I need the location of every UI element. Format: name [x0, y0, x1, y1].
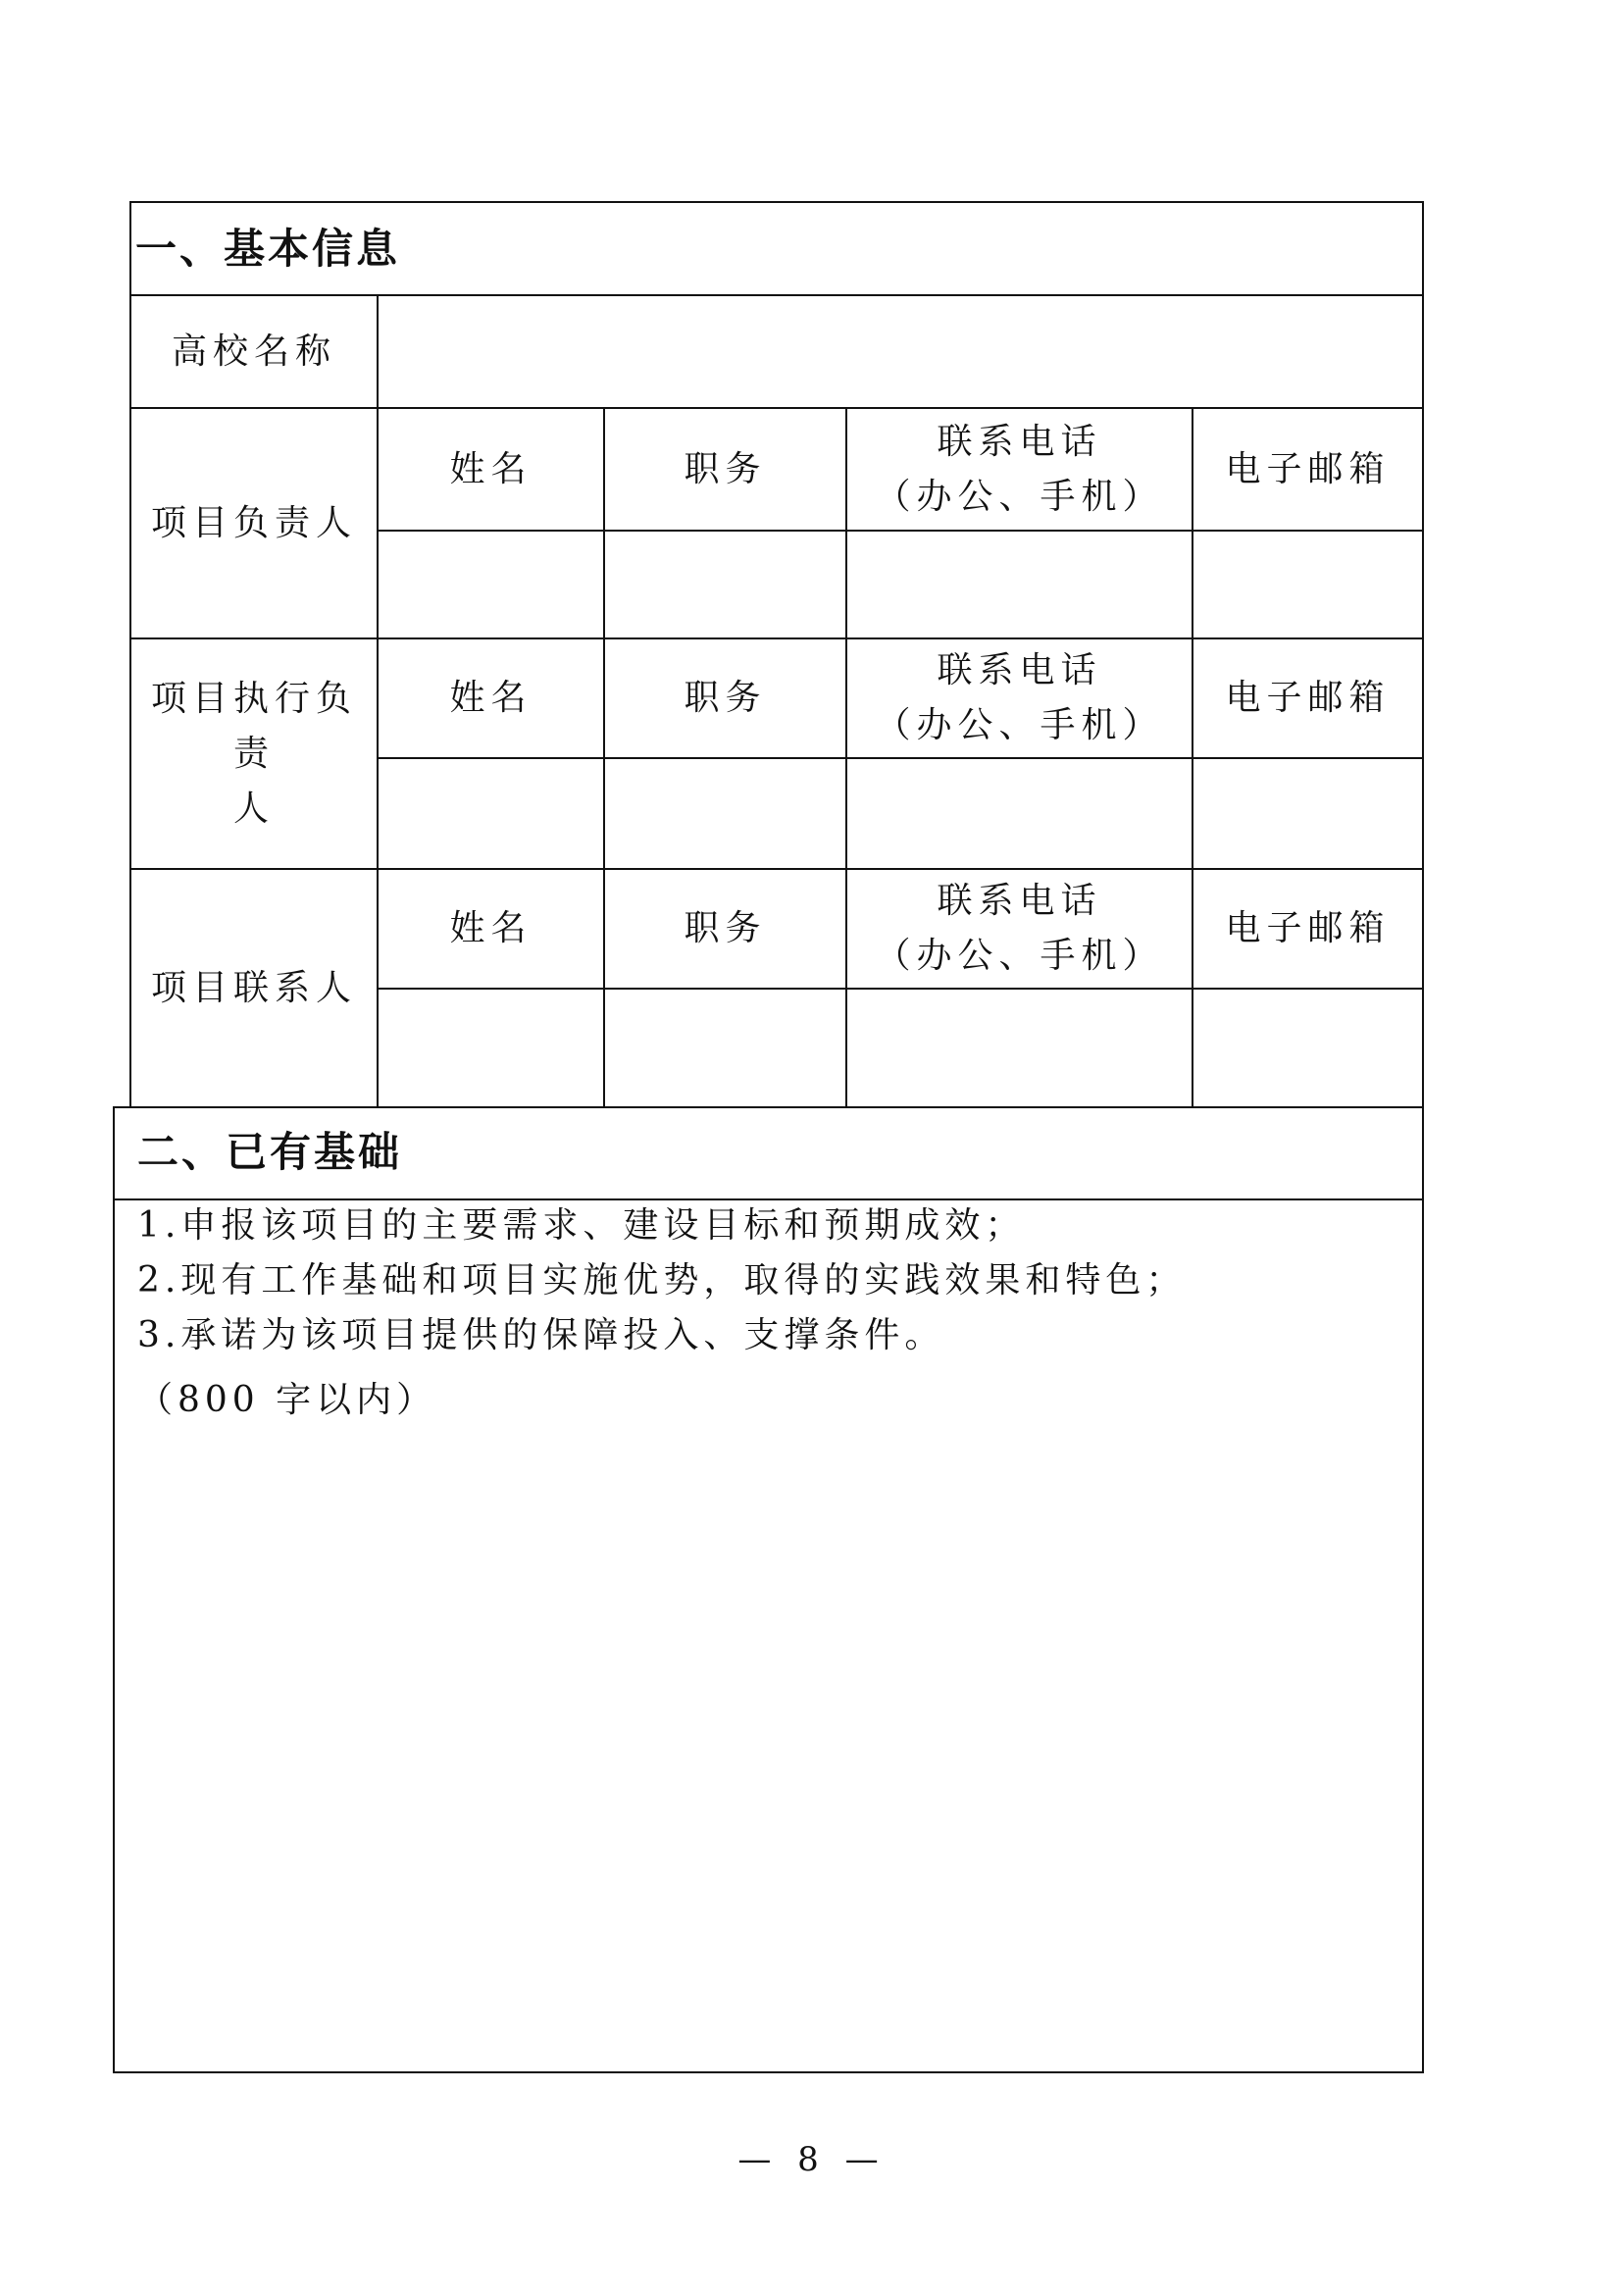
leader-phone-header [847, 409, 1192, 530]
section2-heading: 二、已有基础 [137, 1128, 403, 1176]
exec-email-header: 电子邮箱 [1225, 678, 1391, 718]
section1-heading: 一、基本信息 [135, 225, 401, 273]
word-limit-note: （800 字以内） [137, 1380, 437, 1420]
contact-name-cell[interactable] [379, 990, 603, 1106]
exec-phone-header [847, 639, 1192, 757]
leader-position-cell[interactable] [605, 532, 845, 637]
phone-header-line2: （办公、手机） [875, 936, 1164, 976]
leader-email-header: 电子邮箱 [1225, 448, 1391, 489]
exec-name-header: 姓名 [449, 678, 533, 718]
exec-label-line2: 人 [232, 788, 275, 829]
leader-position-header: 职务 [684, 448, 767, 489]
contact-position-header: 职务 [684, 908, 767, 948]
leader-phone-cell[interactable] [847, 532, 1192, 637]
contact-name-header: 姓名 [449, 908, 533, 948]
project-leader-label: 项目负责人 [150, 502, 357, 543]
foundation-content-area[interactable] [115, 1442, 1422, 2071]
phone-header-line2: （办公、手机） [875, 476, 1164, 517]
requirement-item-3: 3.承诺为该项目提供的保障投入、支撑条件。 [137, 1315, 945, 1355]
requirement-item-2: 2.现有工作基础和项目实施优势，取得的实践效果和特色； [137, 1260, 1187, 1300]
contact-email-header: 电子邮箱 [1225, 908, 1391, 948]
contact-position-cell[interactable] [605, 990, 845, 1106]
leader-name-cell[interactable] [379, 532, 603, 637]
phone-header-line2: （办公、手机） [875, 705, 1164, 745]
contact-email-cell[interactable] [1193, 990, 1422, 1106]
project-contact-label: 项目联系人 [150, 967, 357, 1008]
exec-phone-cell[interactable] [847, 759, 1192, 868]
page-number: — 8 — [737, 2140, 887, 2179]
exec-email-cell[interactable] [1193, 759, 1422, 868]
phone-header-line1: 联系电话 [937, 421, 1102, 462]
leader-email-cell[interactable] [1193, 532, 1422, 637]
exec-position-header: 职务 [684, 678, 767, 718]
leader-name-header: 姓名 [449, 448, 533, 489]
phone-header-line1: 联系电话 [937, 650, 1102, 690]
requirement-item-1: 1.申报该项目的主要需求、建设目标和预期成效； [137, 1205, 1026, 1246]
project-exec-leader-label [131, 639, 377, 868]
exec-label-line1: 项目执行负责 [150, 678, 357, 774]
exec-position-cell[interactable] [605, 759, 845, 868]
contact-phone-header [847, 870, 1192, 988]
contact-phone-cell[interactable] [847, 990, 1192, 1106]
phone-header-line1: 联系电话 [937, 881, 1102, 921]
exec-name-cell[interactable] [379, 759, 603, 868]
school-name-label: 高校名称 [171, 331, 336, 372]
